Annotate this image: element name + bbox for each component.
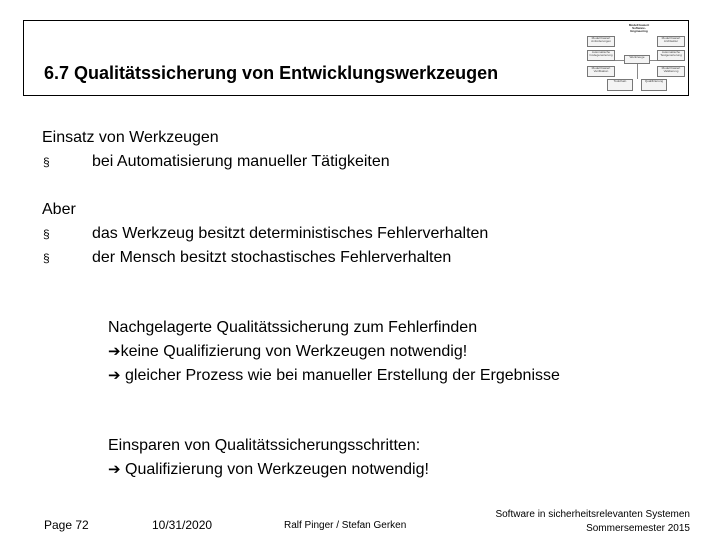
diagram-connector xyxy=(637,64,638,79)
diagram-box-codegen: Automatische Codegenerierung xyxy=(587,50,615,61)
slide-title: 6.7 Qualitätssicherung von Entwicklungswerkzeugen xyxy=(44,63,499,83)
slide-header xyxy=(23,20,689,96)
section2-heading: Aber xyxy=(42,201,76,218)
arrow-right-icon: ➔ xyxy=(108,461,121,478)
diagram-box-toolchain: Toolchain xyxy=(607,79,633,91)
block2-line2-text: Qualifizierung von Werkzeugen notwendig! xyxy=(120,461,429,478)
block1-line2-text: keine Qualifizierung von Werkzeugen notwendig! xyxy=(120,343,468,360)
diagram-box-root: Modell basiert Software-Engineering xyxy=(628,24,650,33)
diagram-box-requirements: Modell basiert Anforderungen xyxy=(587,36,615,47)
diagram-connector xyxy=(650,60,657,61)
block2-line2 xyxy=(108,458,429,482)
block1-line3 xyxy=(108,364,560,388)
block2-line1: Einsparen von Qualitätssicherungsschritten: xyxy=(108,437,421,454)
bullet-symbol: § xyxy=(43,251,50,265)
footer-page: Page 72 xyxy=(44,518,89,532)
section1-heading: Einsatz von Werkzeugen xyxy=(42,129,219,146)
footer-date: 10/31/2020 xyxy=(152,518,213,532)
block1-line2 xyxy=(108,340,467,364)
bullet-symbol: § xyxy=(43,227,50,241)
diagram-box-testgen: Automatische Testgenerierung xyxy=(657,50,685,61)
section1-item: bei Automatisierung manueller Tätigkeiten xyxy=(92,153,390,170)
footer-semester: Sommersemester 2015 xyxy=(586,523,690,534)
footer-authors: Ralf Pinger / Stefan Gerken xyxy=(284,520,407,531)
diagram-box-qualification: Qualifizierung xyxy=(641,79,667,91)
block1-line1: Nachgelagerte Qualitätssicherung zum Fehlerfinden xyxy=(108,319,478,336)
arrow-right-icon: ➔ xyxy=(108,343,121,360)
diagram-box-tools: Werkzeuge xyxy=(624,55,650,64)
arrow-right-icon: ➔ xyxy=(108,367,121,384)
overview-diagram xyxy=(587,24,687,94)
diagram-box-verification: Modell basiert Verifikation xyxy=(587,66,615,77)
footer-course-title: Software in sicherheitsrelevanten Systemen xyxy=(495,509,690,520)
section2-item: das Werkzeug besitzt deterministisches Fehlerverhalten xyxy=(92,225,489,242)
diagram-box-architecture: Modell basiert Architektur xyxy=(657,36,685,47)
diagram-box-validation: Modell basiert Validierung xyxy=(657,66,685,77)
section2-item: der Mensch besitzt stochastisches Fehlerverhalten xyxy=(92,249,452,266)
block1-line3-text: gleicher Prozess wie bei manueller Erstellung der Ergebnisse xyxy=(120,367,560,384)
bullet-symbol: § xyxy=(43,155,50,169)
footer-course xyxy=(495,508,690,536)
diagram-connector xyxy=(615,60,624,61)
